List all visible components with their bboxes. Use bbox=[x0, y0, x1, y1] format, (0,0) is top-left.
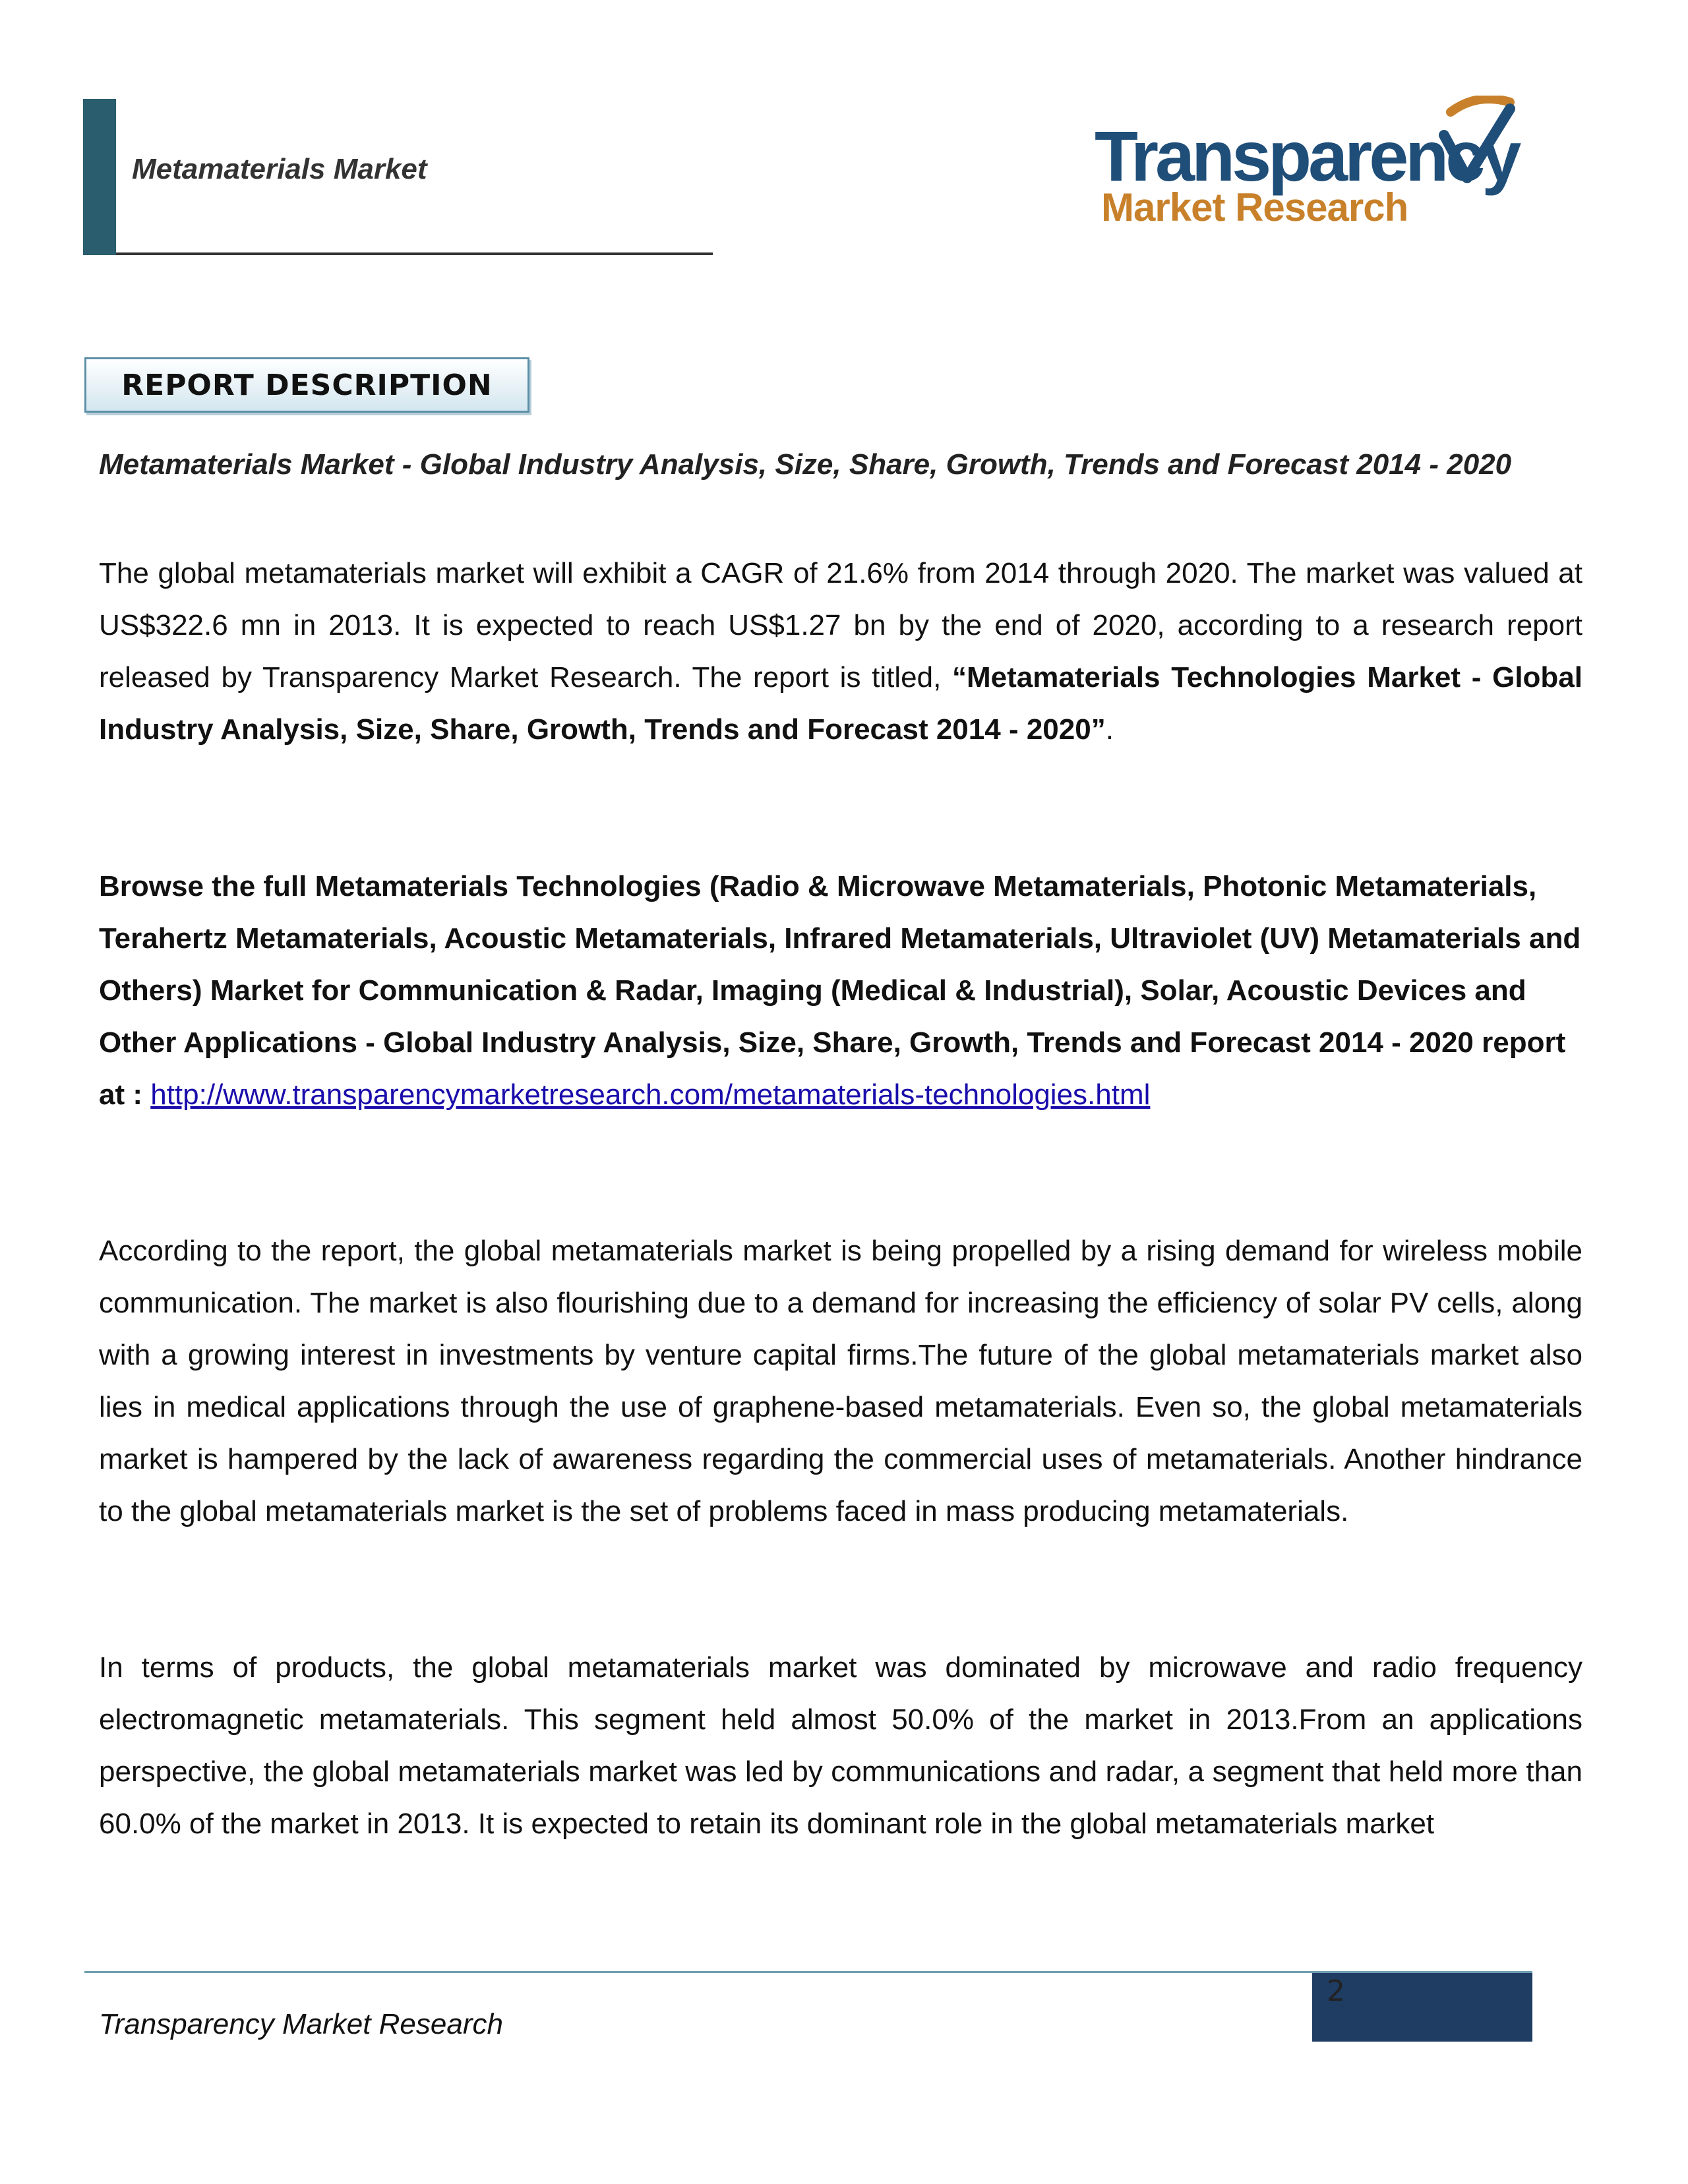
header-rule bbox=[116, 252, 713, 255]
company-logo bbox=[1095, 96, 1517, 241]
paragraph-browse-text: Browse the full Metamaterials Technologies (Radio & Microwave Metamaterials, Photonic Metamaterials, Terahertz Metamaterials, Acoustic Metamaterials, Infrared Metamaterials, Ultraviolet (UV) Metamaterials and Others) Market for Communication & Radar, Imaging (Medical & Industrial), Solar, Acoustic Devices and Other Applications - Global Industry Analysis, Size, Share, Growth, Trends and Forecast 2014 - 2020 report at : bbox=[99, 870, 1581, 1111]
logo-wordmark-line1: Transparency bbox=[1095, 116, 1519, 196]
logo-wordmark-line2: Market Research bbox=[1101, 185, 1408, 229]
header-accent-bar bbox=[83, 99, 116, 255]
report-link[interactable]: http://www.transparencymarketresearch.com/metamaterials-technologies.html bbox=[150, 1078, 1151, 1111]
paragraph-segments: In terms of products, the global metamaterials market was dominated by microwave and radio frequency electromagnetic metamaterials. This segment held almost 50.0% of the market in 2013.From an applications perspective, the global metamaterials market was led by communications and radar, a segment that held more than 60.0% of the market in 2013. It is expected to retain its dominant role in the global metamaterials market bbox=[99, 1651, 1582, 1840]
paragraph-intro-text: The global metamaterials market will exhibit a CAGR of 21.6% from 2014 through 2020. The market was valued at US$322.6 mn in 2013. It is expected to reach US$1.27 bn by the end of 2020, according to a research report released by Transparency Market Research. The report is titled, bbox=[99, 557, 1582, 694]
footer-company-name: Transparency Market Research bbox=[99, 2008, 503, 2040]
paragraph-browse bbox=[99, 860, 1582, 1121]
document-header-title: Metamaterials Market bbox=[132, 153, 427, 185]
logo-checkmark-icon bbox=[1437, 96, 1517, 188]
footer-page-box bbox=[1312, 1973, 1532, 2042]
paragraph-intro-end: . bbox=[1105, 713, 1114, 746]
section-label-report-description: REPORT DESCRIPTION bbox=[84, 357, 529, 413]
paragraph-intro bbox=[99, 547, 1582, 755]
page-number: 2 bbox=[1327, 1974, 1345, 2008]
report-title-quote: “Metamaterials Technologies Market - Global Industry Analysis, Size, Share, Growth, Trends and Forecast 2014 - 2020” bbox=[99, 661, 1582, 746]
report-subtitle: Metamaterials Market - Global Industry Analysis, Size, Share, Growth, Trends and Forecast 2014 - 2020 bbox=[99, 448, 1512, 481]
paragraph-drivers: According to the report, the global metamaterials market is being propelled by a rising demand for wireless mobile communication. The market is also flourishing due to a demand for increasing the efficiency of solar PV cells, along with a growing interest in investments by venture capital firms.The future of the global metamaterials market also lies in medical applications through the use of graphene-based metamaterials. Even so, the global metamaterials market is hampered by the lack of awareness regarding the commercial uses of metamaterials. Another hindrance to the global metamaterials market is the set of problems faced in mass producing metamaterials. bbox=[99, 1235, 1582, 1527]
